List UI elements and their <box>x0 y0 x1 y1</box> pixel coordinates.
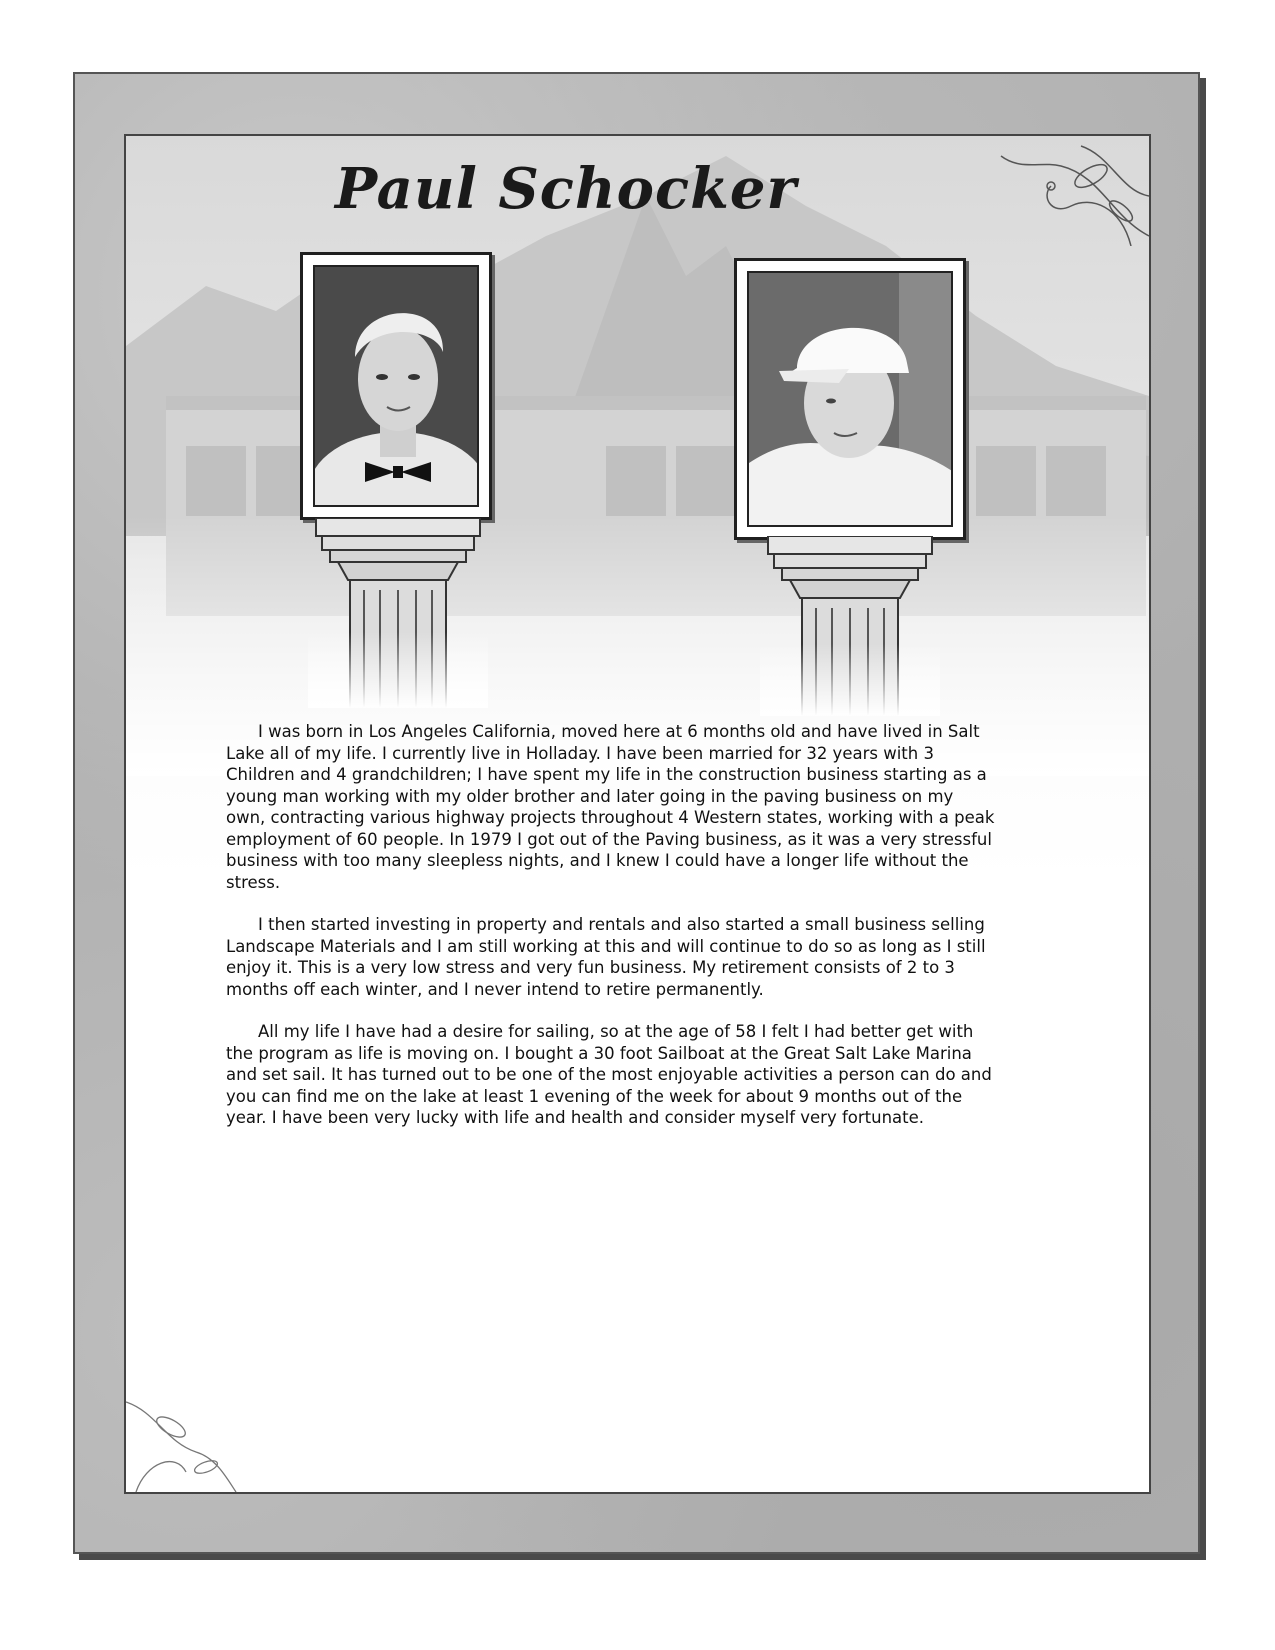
floral-corner-ornament-bottom-left <box>126 1382 246 1492</box>
page-frame <box>73 72 1200 1554</box>
biography-paragraph: All my life I have had a desire for sailing, so at the age of 58 I felt I had better get with the program as life is moving on. I bought a 30 foot Sailboat at the Great Salt Lake Marina and set sail. It has turned out to be one of the most enjoyable activities a person can do and you can find me on the lake at least 1 evening of the week for about 9 months out of the year. I have been very lucky with life and health and consider myself very fortunate. <box>226 1022 992 1127</box>
right-column-pedestal <box>760 536 940 716</box>
biography-text <box>226 721 996 1150</box>
biography-paragraph: I was born in Los Angeles California, moved here at 6 months old and have lived in Salt Lake all of my life. I currently live in Holladay. I have been married for 32 years with 3 Children and 4 grandchildren; I have spent my life in the construction business starting as a young man working with my older brother and later going in the paving business on my own, contracting various highway projects throughout 4 Western states, working with a peak employment of 60 people. In 1979 I got out of the Paving business, as it was a very stressful business with too many sleepless nights, and I knew I could have a longer life without the stress. <box>226 722 995 892</box>
recent-portrait-frame <box>734 258 966 540</box>
page-title: Paul Schocker <box>334 156 797 222</box>
floral-corner-ornament-top-right <box>981 136 1149 246</box>
recent-portrait-photo <box>747 271 953 527</box>
young-portrait-frame <box>300 252 492 520</box>
young-portrait-photo <box>313 265 479 507</box>
biography-paragraph: I then started investing in property and rentals and also started a small business selling Landscape Materials and I am still working at this and will continue to do so as long as I still enjoy it. This is a very low stress and very fun business. My retirement consists of 2 to 3 months off each winter, and I never intend to retire permanently. <box>226 915 986 999</box>
content-panel <box>124 134 1151 1494</box>
left-column-pedestal <box>308 518 488 708</box>
